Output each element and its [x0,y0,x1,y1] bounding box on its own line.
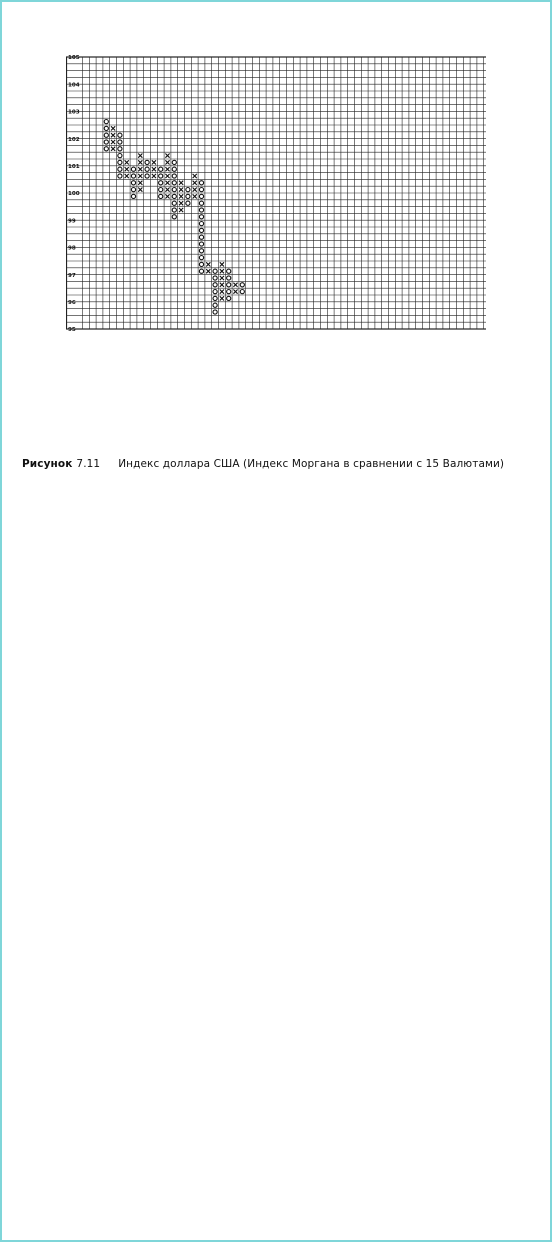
o-mark [199,215,203,219]
y-tick-label: 98 [68,245,76,252]
x-mark [220,262,224,266]
o-mark [159,194,163,198]
o-mark [199,269,203,273]
x-mark [165,181,169,185]
o-mark [213,283,217,287]
x-mark [152,174,156,178]
x-mark [179,181,183,185]
x-mark [111,126,115,130]
x-mark [152,160,156,164]
o-mark [118,140,122,144]
o-mark [186,194,190,198]
o-mark [118,133,122,137]
o-mark [213,269,217,273]
o-mark [213,276,217,280]
y-tick-label: 102 [68,136,80,143]
x-mark [233,290,237,294]
x-mark [220,290,224,294]
o-mark [186,188,190,192]
o-mark [172,181,176,185]
o-mark [118,160,122,164]
o-mark [104,133,108,137]
x-mark [179,188,183,192]
o-mark [104,140,108,144]
y-tick-label: 97 [68,272,76,279]
x-mark [220,283,224,287]
x-mark [193,181,197,185]
o-mark [213,303,217,307]
o-mark [199,181,203,185]
o-mark [145,167,149,171]
x-mark [165,160,169,164]
o-mark [199,256,203,260]
x-mark [165,154,169,158]
x-mark [220,296,224,300]
o-mark [118,147,122,151]
o-mark [131,174,135,178]
pnf-chart [66,55,486,431]
o-mark [213,310,217,314]
o-mark [199,201,203,205]
o-mark [227,269,231,273]
x-mark [193,188,197,192]
figure-caption [22,458,504,470]
o-mark [240,290,244,294]
x-mark [165,188,169,192]
o-mark [104,147,108,151]
x-mark [165,167,169,171]
o-mark [227,290,231,294]
o-mark [213,296,217,300]
pnf-chart-svg [66,55,486,427]
o-mark [159,167,163,171]
o-mark [199,242,203,246]
o-mark [199,208,203,212]
x-mark [138,181,142,185]
o-mark [227,276,231,280]
o-mark [131,188,135,192]
y-tick-label: 95 [68,327,76,334]
x-mark [193,194,197,198]
y-tick-label: 105 [68,55,80,62]
x-mark [179,194,183,198]
o-mark [172,188,176,192]
o-mark [213,290,217,294]
o-mark [118,154,122,158]
o-mark [227,283,231,287]
o-mark [240,283,244,287]
o-mark [227,296,231,300]
y-tick-label: 96 [68,300,76,306]
o-mark [199,194,203,198]
o-mark [172,215,176,219]
y-tick-label: 103 [68,109,80,116]
o-mark [104,120,108,124]
caption-label: Рисунок [22,458,73,470]
o-mark [199,188,203,192]
x-mark [206,269,210,273]
x-mark [111,147,115,151]
o-mark [199,228,203,232]
o-mark [131,181,135,185]
y-tick-label: 99 [68,218,76,225]
o-mark [159,188,163,192]
x-mark [125,167,129,171]
o-mark [172,201,176,205]
x-mark [138,154,142,158]
caption-number: 7.11 [76,458,101,470]
o-mark [131,167,135,171]
o-mark [145,174,149,178]
x-mark [179,201,183,205]
x-mark [233,283,237,287]
o-mark [172,208,176,212]
x-mark [165,194,169,198]
x-mark [220,269,224,273]
x-mark [125,160,129,164]
x-mark [152,167,156,171]
y-tick-label: 100 [68,191,80,198]
o-mark [186,201,190,205]
o-mark [118,167,122,171]
x-mark [138,160,142,164]
x-mark [125,174,129,178]
o-mark [118,174,122,178]
o-mark [199,249,203,253]
o-mark [172,167,176,171]
o-mark [104,126,108,130]
o-mark [199,262,203,266]
x-mark [111,133,115,137]
o-mark [145,160,149,164]
o-mark [131,194,135,198]
y-tick-label: 104 [68,82,80,89]
x-mark [165,174,169,178]
x-mark [193,174,197,178]
o-mark [199,222,203,226]
y-tick-label: 101 [68,164,80,170]
x-mark [206,262,210,266]
x-mark [138,188,142,192]
x-mark [138,167,142,171]
x-mark [111,140,115,144]
o-mark [172,160,176,164]
x-mark [220,276,224,280]
o-mark [199,235,203,239]
x-mark [179,208,183,212]
o-mark [159,174,163,178]
x-mark [138,174,142,178]
caption-text: Индекс доллара США (Индекс Моргана в сравнении с 15 Валютами) [118,458,505,470]
o-mark [172,194,176,198]
o-mark [172,174,176,178]
o-mark [159,181,163,185]
